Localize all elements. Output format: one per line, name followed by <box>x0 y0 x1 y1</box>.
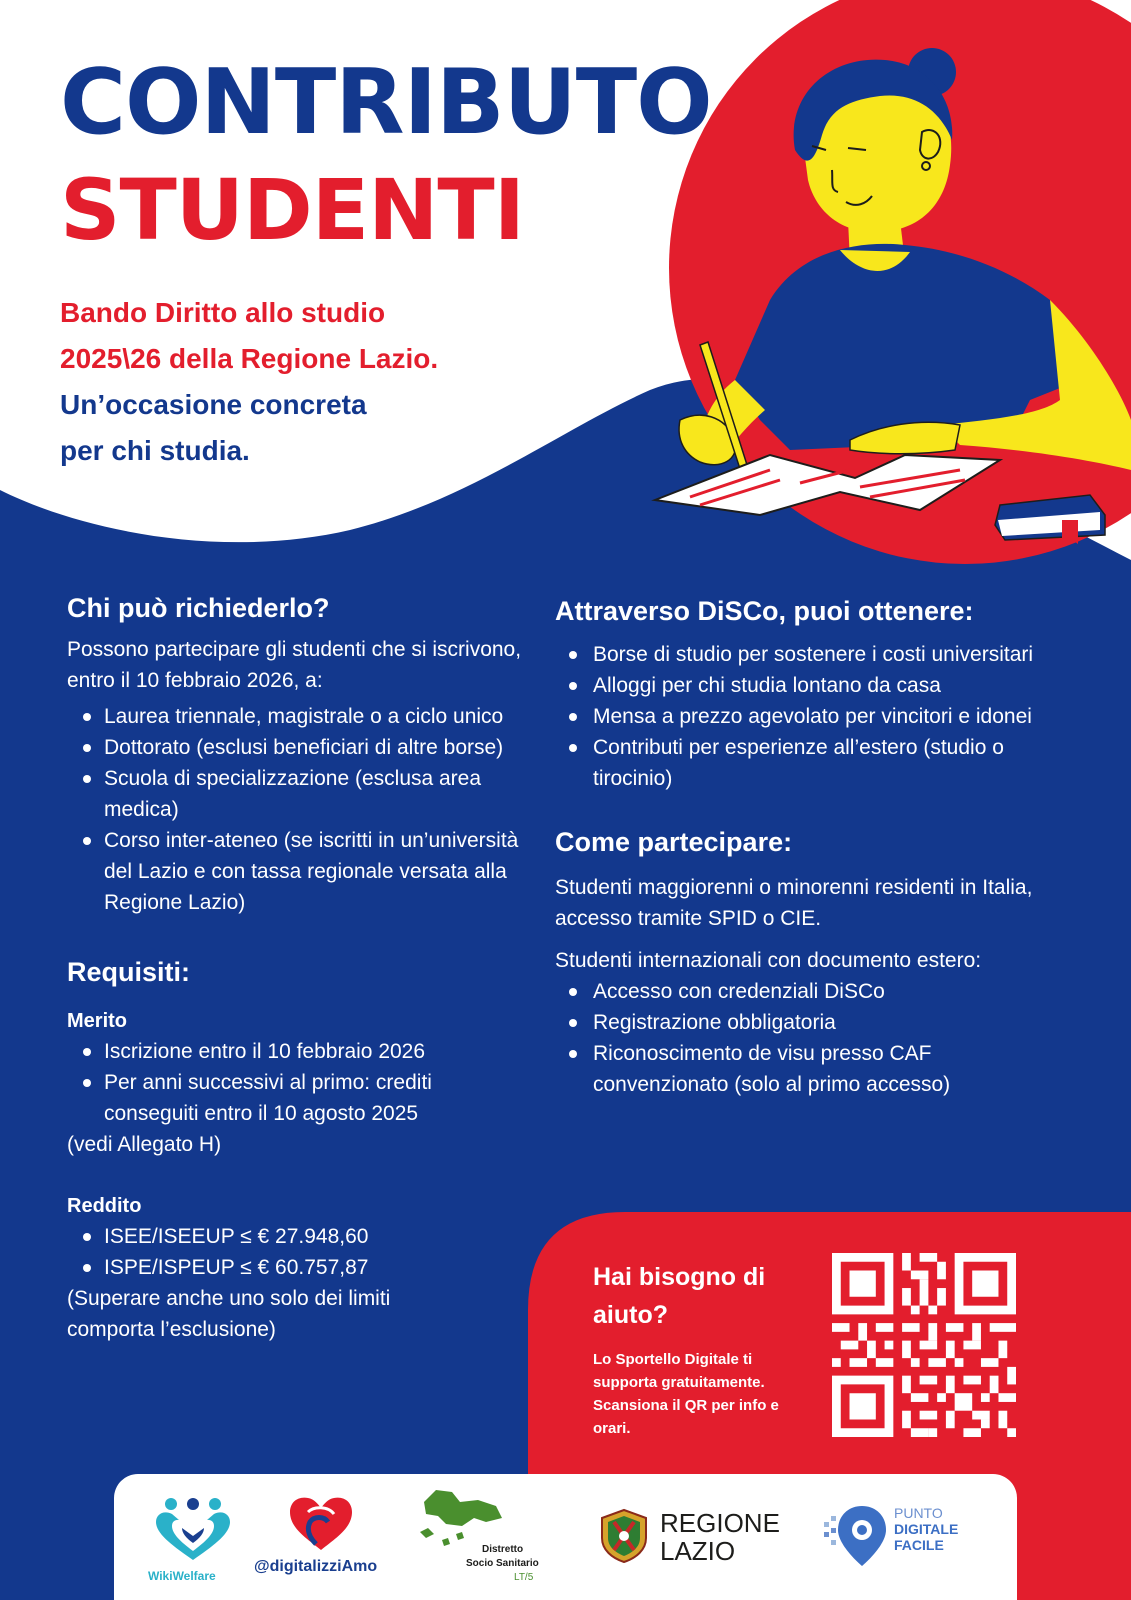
list-item: Contributi per esperienze all’estero (studio o tirocinio) <box>555 732 1055 794</box>
wikiwelfare-logo[interactable] <box>148 1496 238 1592</box>
page-title-line1: CONTRIBUTO <box>60 50 712 155</box>
income-note: (Superare anche uno solo dei limiti comporta l’esclusione) <box>67 1287 391 1341</box>
how-text-residents: Studenti maggiorenni o minorenni residenti in Italia, accesso tramite SPID o CIE. <box>555 876 1033 930</box>
distretto-logo[interactable] <box>416 1488 566 1592</box>
punto-line1: PUNTO <box>894 1505 943 1521</box>
distretto-line1: Distretto <box>482 1544 524 1555</box>
subtitle-line3: Un’occasione concreta <box>60 389 367 420</box>
subtitle-line1: Bando Diritto allo studio <box>60 297 386 328</box>
right-column <box>555 593 1055 1100</box>
income-title: Reddito <box>67 1195 142 1217</box>
list-item: Dottorato (esclusi beneficiari di altre borse) <box>67 732 527 763</box>
help-box <box>593 1258 808 1440</box>
digitalizziamo-label: @digitalizziAmo <box>254 1558 378 1575</box>
qr-code[interactable] <box>832 1253 1016 1437</box>
punto-digitale-facile-logo[interactable] <box>822 1504 992 1574</box>
list-item: Per anni successivi al primo: crediti conseguiti entro il 10 agosto 2025 <box>67 1067 527 1129</box>
help-text: Lo Sportello Digitale ti supporta gratuitamente. Scansiona il QR per info e orari. <box>593 1351 779 1437</box>
list-item: Accesso con credenziali DiSCo <box>555 976 1055 1007</box>
map-icon <box>416 1488 506 1550</box>
subtitle-line4: per chi studia. <box>60 435 250 466</box>
distretto-line3: LT/5 <box>514 1572 534 1583</box>
who-intro: Possono partecipare gli studenti che si iscrivono, entro il 10 febbraio 2026, a: <box>67 638 522 692</box>
list-item: Riconoscimento de visu presso CAF convenzionato (solo al primo accesso) <box>555 1038 1055 1100</box>
list-item: Borse di studio per sostenere i costi universitari <box>555 639 1055 670</box>
how-list <box>555 976 1055 1100</box>
help-title: Hai bisogno di aiuto? <box>593 1263 766 1329</box>
location-pin-icon <box>822 1504 888 1570</box>
list-item: Mensa a prezzo agevolato per vincitori e idonei <box>555 701 1055 732</box>
list-item: ISEE/ISEEUP ≤ € 27.948,60 <box>67 1221 527 1252</box>
wikiwelfare-label: WikiWelfare <box>148 1569 216 1583</box>
how-text-international: Studenti internazionali con documento estero: <box>555 949 982 972</box>
list-item: Laurea triennale, magistrale o a ciclo unico <box>67 701 527 732</box>
wikiwelfare-icon <box>148 1496 238 1564</box>
requirements-title: Requisiti: <box>67 957 191 987</box>
disco-list <box>555 639 1055 794</box>
subtitle-line2: 2025\26 della Regione Lazio. <box>60 343 439 374</box>
list-item: Scuola di specializzazione (esclusa area medica) <box>67 763 527 825</box>
punto-line2: DIGITALE <box>894 1521 959 1537</box>
page-title-line2: STUDENTI <box>60 161 524 259</box>
who-list <box>67 701 527 918</box>
regione-lazio-emblem-icon <box>598 1508 650 1564</box>
regione-lazio-logo[interactable] <box>598 1508 798 1572</box>
digitalizziamo-logo[interactable] <box>254 1494 394 1590</box>
merit-title: Merito <box>67 1010 127 1032</box>
list-item: Corso inter-ateneo (se iscritti in un’università del Lazio e con tassa regionale versata alla Regione Lazio) <box>67 825 527 918</box>
how-title: Come partecipare: <box>555 827 793 857</box>
merit-note: (vedi Allegato H) <box>67 1133 222 1156</box>
subtitle <box>60 290 580 474</box>
income-list <box>67 1221 527 1283</box>
distretto-line2: Socio Sanitario <box>466 1558 539 1569</box>
list-item: Registrazione obbligatoria <box>555 1007 1055 1038</box>
regione-line2: LAZIO <box>660 1536 736 1566</box>
who-title: Chi può richiederlo? <box>67 593 330 623</box>
regione-line1: REGIONE <box>660 1508 780 1538</box>
left-column <box>67 590 527 1345</box>
heart-hand-icon <box>286 1494 356 1552</box>
list-item: Alloggi per chi studia lontano da casa <box>555 670 1055 701</box>
punto-line3: FACILE <box>894 1537 944 1553</box>
footer-logos <box>114 1474 1017 1600</box>
list-item: ISPE/ISPEUP ≤ € 60.757,87 <box>67 1252 527 1283</box>
disco-title: Attraverso DiSCo, puoi ottenere: <box>555 596 974 626</box>
merit-list <box>67 1036 527 1129</box>
list-item: Iscrizione entro il 10 febbraio 2026 <box>67 1036 527 1067</box>
